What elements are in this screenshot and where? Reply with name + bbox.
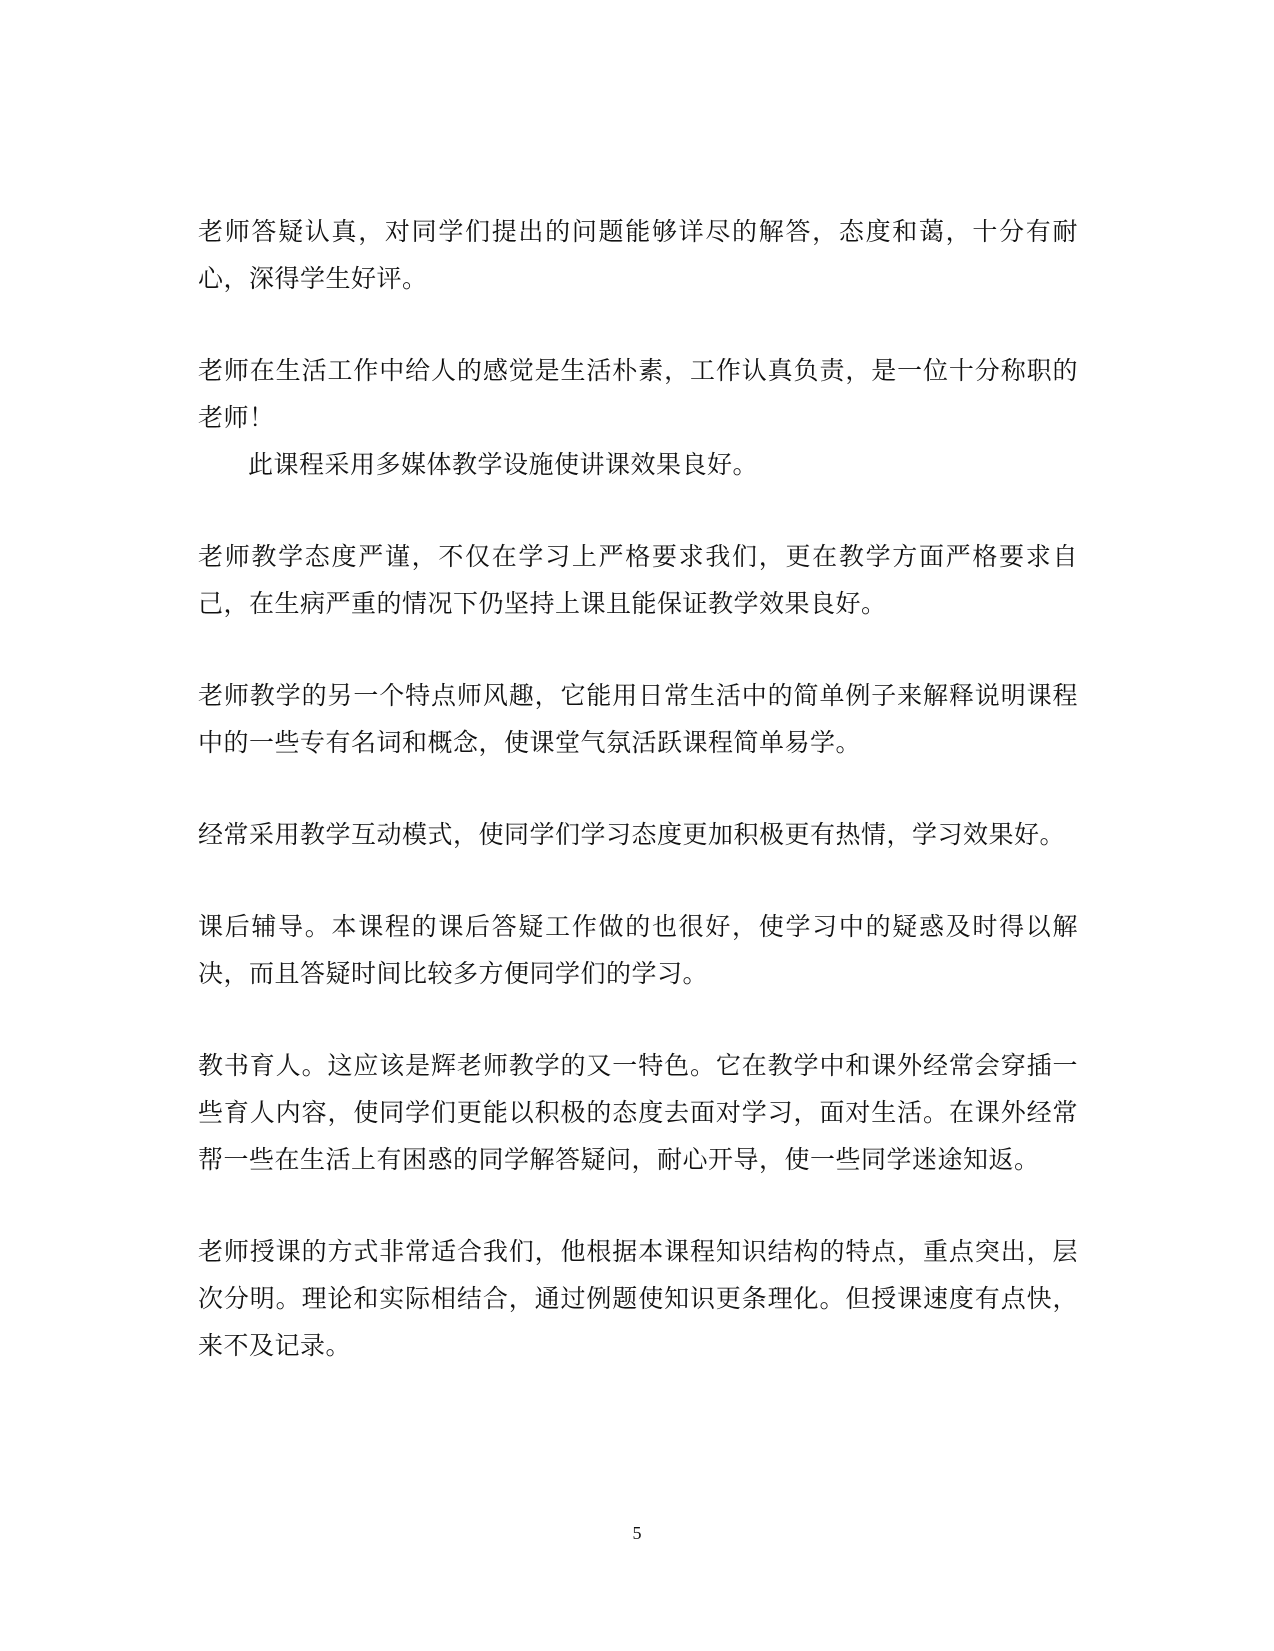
paragraph: 此课程采用多媒体教学设施使讲课效果良好。 <box>248 450 759 479</box>
paragraph: 课后辅导。本课程的课后答疑工作做的也很好，使学习中的疑惑及时得以解决，而且答疑时间比较多方便同学们的学习。 <box>198 912 1078 988</box>
document-body <box>198 208 1078 1414</box>
paragraph: 经常采用教学互动模式，使同学们学习态度更加积极更有热情，学习效果好。 <box>198 820 1066 849</box>
paragraph: 老师在生活工作中给人的感觉是生活朴素，工作认真负责，是一位十分称职的老师！ <box>198 356 1078 432</box>
paragraph: 老师答疑认真，对同学们提出的问题能够详尽的解答，态度和蔼，十分有耐心，深得学生好评。 <box>198 217 1078 293</box>
page-number: 5 <box>632 1523 642 1543</box>
paragraph: 老师教学的另一个特点师风趣，它能用日常生活中的简单例子来解释说明课程中的一些专有名词和概念，使课堂气氛活跃课程简单易学。 <box>198 681 1078 757</box>
paragraph: 老师授课的方式非常适合我们，他根据本课程知识结构的特点，重点突出，层次分明。理论和实际相结合，通过例题使知识更条理化。但授课速度有点快，来不及记录。 <box>198 1237 1078 1360</box>
paragraph: 教书育人。这应该是辉老师教学的又一特色。它在教学中和课外经常会穿插一些育人内容，使同学们更能以积极的态度去面对学习，面对生活。在课外经常帮一些在生活上有困惑的同学解答疑问，耐心开导，使一些同学迷途知返。 <box>198 1051 1078 1174</box>
paragraph: 老师教学态度严谨，不仅在学习上严格要求我们，更在教学方面严格要求自己，在生病严重的情况下仍坚持上课且能保证教学效果良好。 <box>198 542 1078 618</box>
